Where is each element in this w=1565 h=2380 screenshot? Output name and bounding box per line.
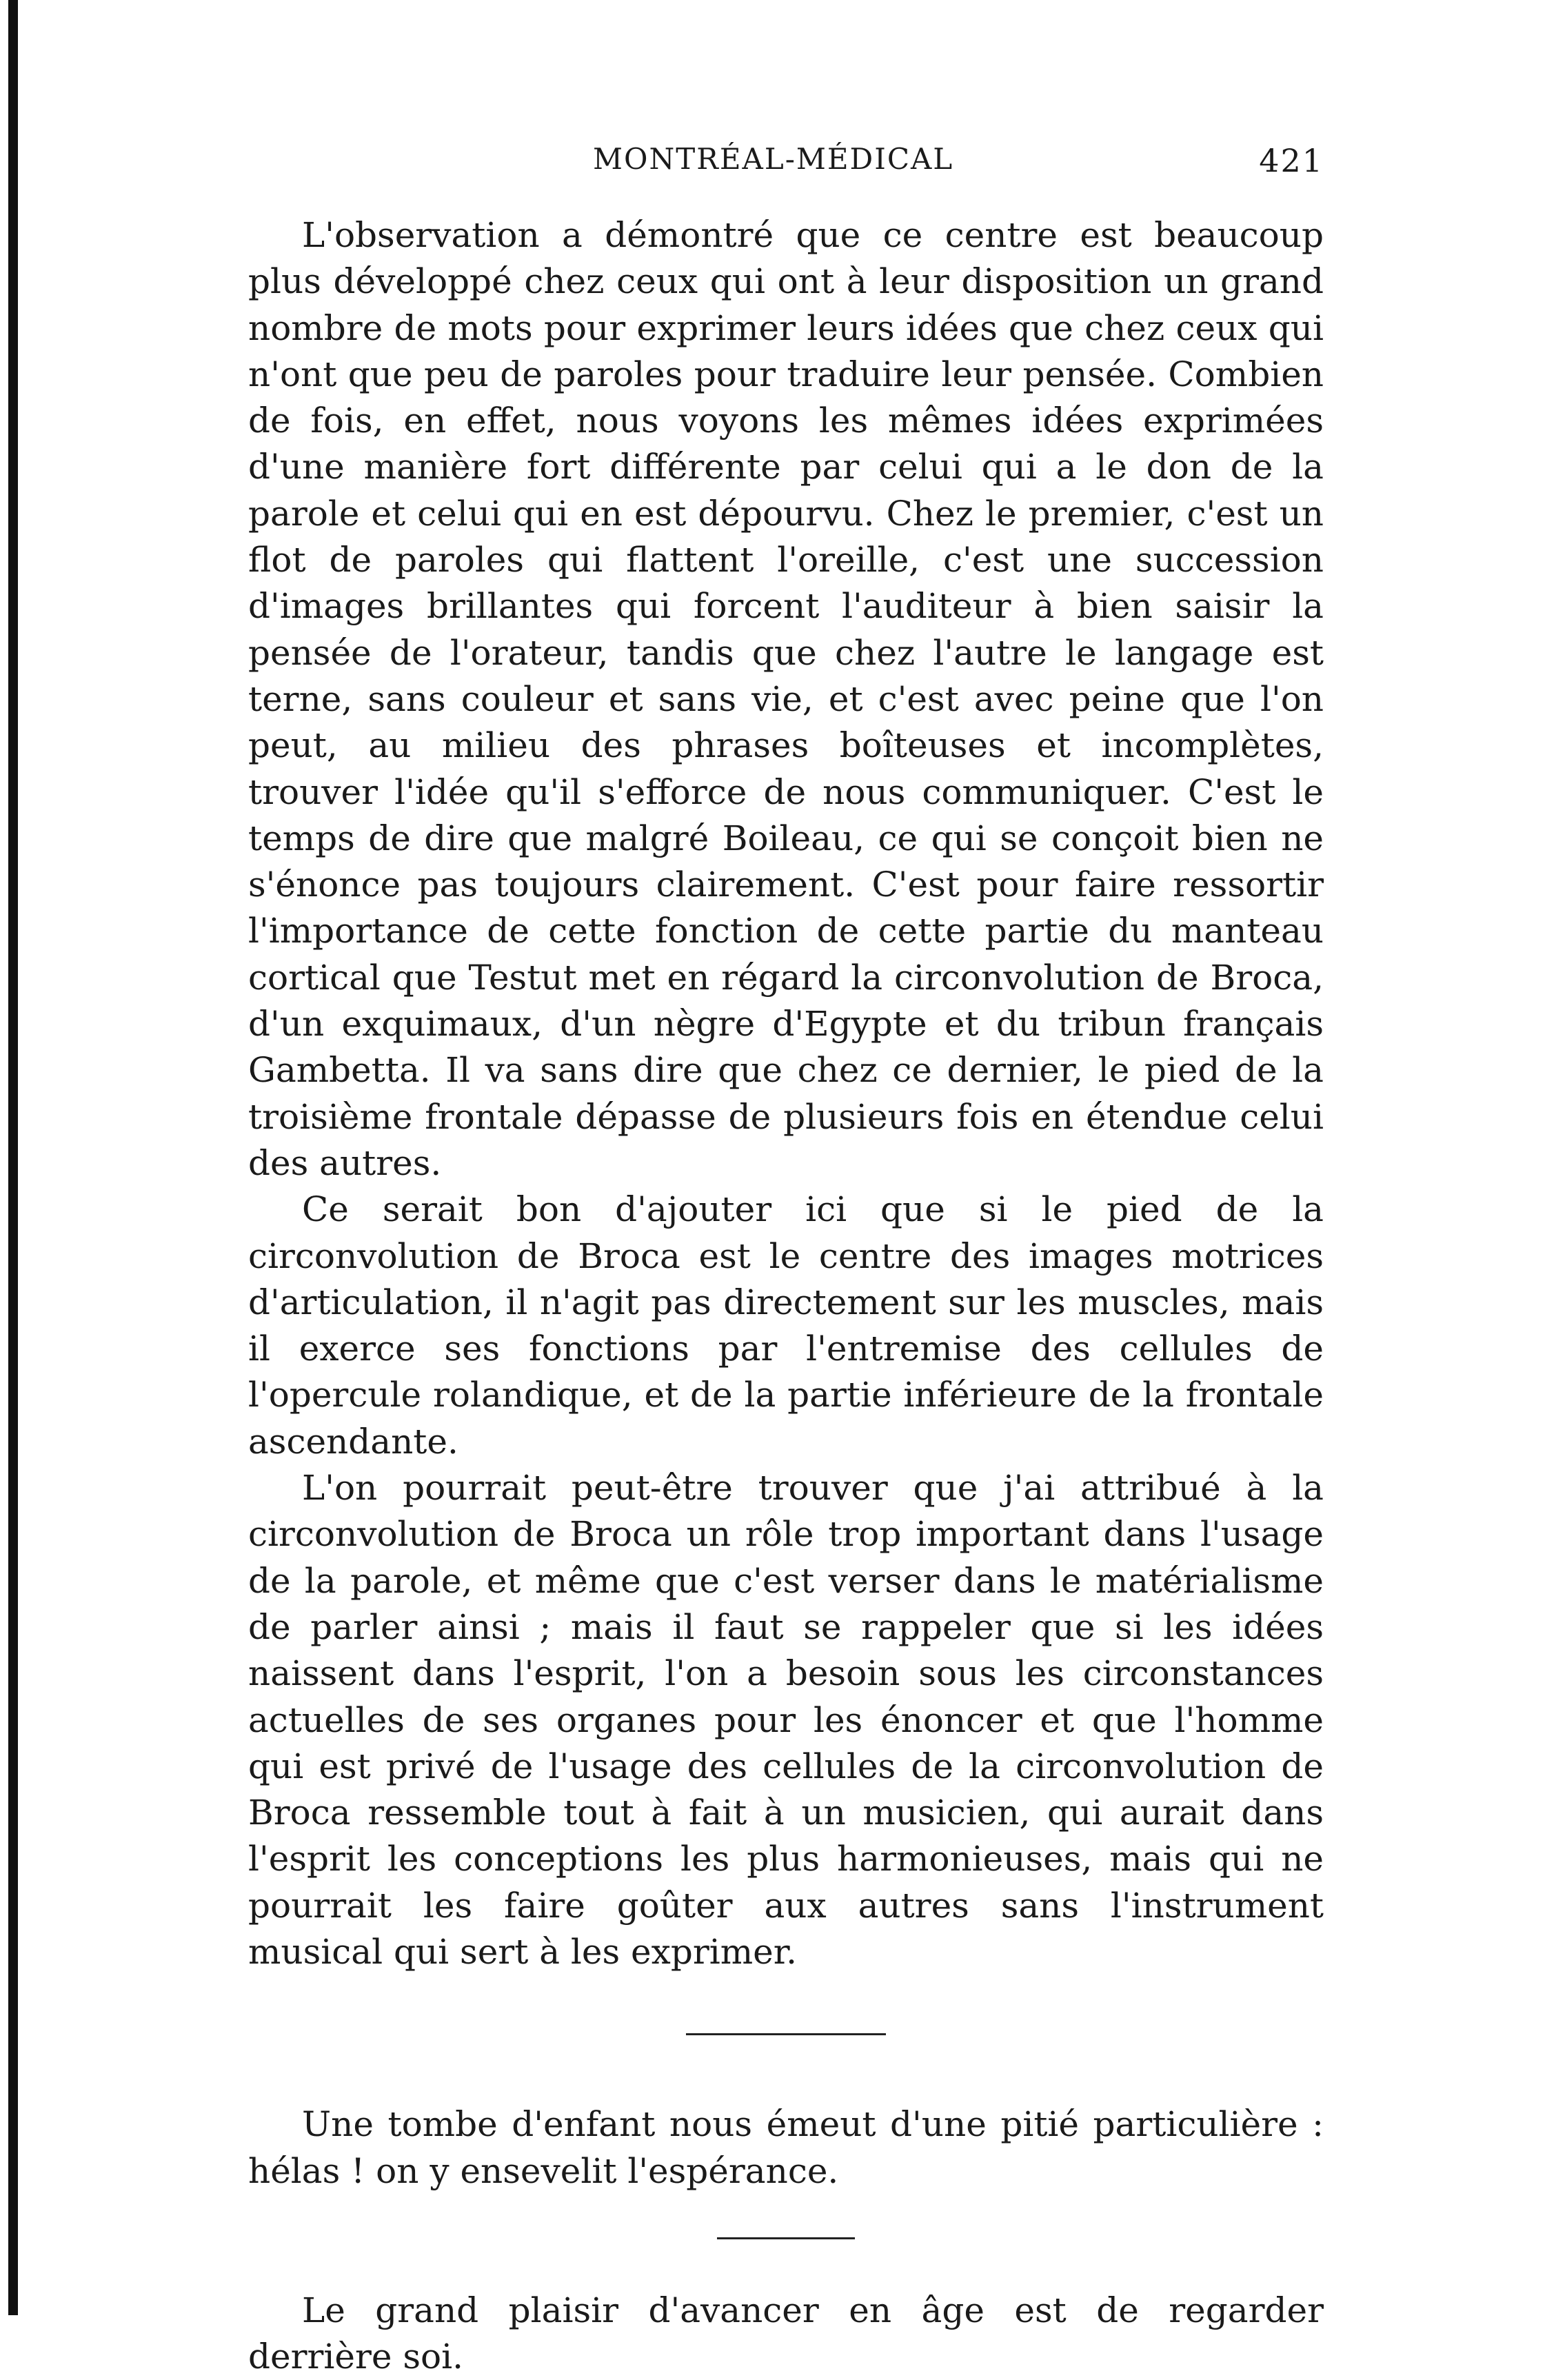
paragraph: L'observation a démontré que ce centre est beaucoup plus développé chez ceux qui ont à leur disposition un grand nombre de mots pour exprimer leurs idées que chez ceux qui n'ont que peu de paroles pour traduire leur pensée. Combien de fois, en effet, nous voyons les mêmes idées exprimées d'une manière fort différente par celui qui a le don de la parole et celui qui en est dépourvu. Chez le premier, c'est un flot de paroles qui flattent l'oreille, c'est une succession d'images brillantes qui forcent l'auditeur à bien saisir la pensée de l'orateur, tandis que chez l'autre le langage est terne, sans couleur et sans vie, et c'est avec peine que l'on peut, au milieu des phrases boîteuses et incomplètes, trouver l'idée qu'il s'efforce de nous communiquer. C'est le temps de dire que malgré Boileau, ce qui se conçoit bien ne s'énonce pas toujours clairement. C'est pour faire ressortir l'importance de cette fonction de cette partie du manteau cortical que Testut met en régard la circonvolution de Broca, d'un exquimaux, d'un nègre d'Egypte et du tribun français Gambetta. Il va sans dire que chez ce dernier, le pied de la troisième frontale dépasse de plusieurs fois en étendue celui des autres.	[248, 215, 1324, 1183]
page-number: 421	[1259, 142, 1324, 179]
maxim: Le grand plaisir d'avancer en âge est de regarder derrière soi.	[248, 2290, 1324, 2377]
section-divider	[717, 2237, 855, 2239]
paragraph: L'on pourrait peut-être trouver que j'ai attribué à la circonvolution de Broca un rôle trop important dans l'usage de la parole, et même que c'est verser dans le matérialisme de parler ainsi ; mais il faut se rappeler que si les idées naissent dans l'esprit, l'on a besoin sous les circonstances actuelles de ses organes pour les énoncer et que l'homme qui est privé de l'usage des cellules de la circonvolution de Broca ressemble tout à fait à un musicien, qui aurait dans l'esprit les conceptions les plus harmonieuses, mais qui ne pourrait les faire goûter aux autres sans l'instrument musical qui sert à les exprimer.	[248, 1468, 1324, 1972]
page-binding-edge	[8, 0, 18, 2315]
paragraph: Ce serait bon d'ajouter ici que si le pied de la circonvolution de Broca est le centre des images motrices d'articulation, il n'agit pas directement sur les muscles, mais il exerce ses fonctions par l'entremise des cellules de l'opercule rolandique, et de la partie inférieure de la frontale ascendante.	[248, 1189, 1324, 1462]
running-title: MONTRÉAL-MÉDICAL	[593, 142, 954, 176]
page-body	[248, 212, 1324, 2380]
maxim: Une tombe d'enfant nous émeut d'une pitié particulière : hélas ! on y ensevelit l'espérance.	[248, 2104, 1324, 2191]
running-header	[248, 135, 1324, 183]
section-divider	[686, 2033, 886, 2035]
